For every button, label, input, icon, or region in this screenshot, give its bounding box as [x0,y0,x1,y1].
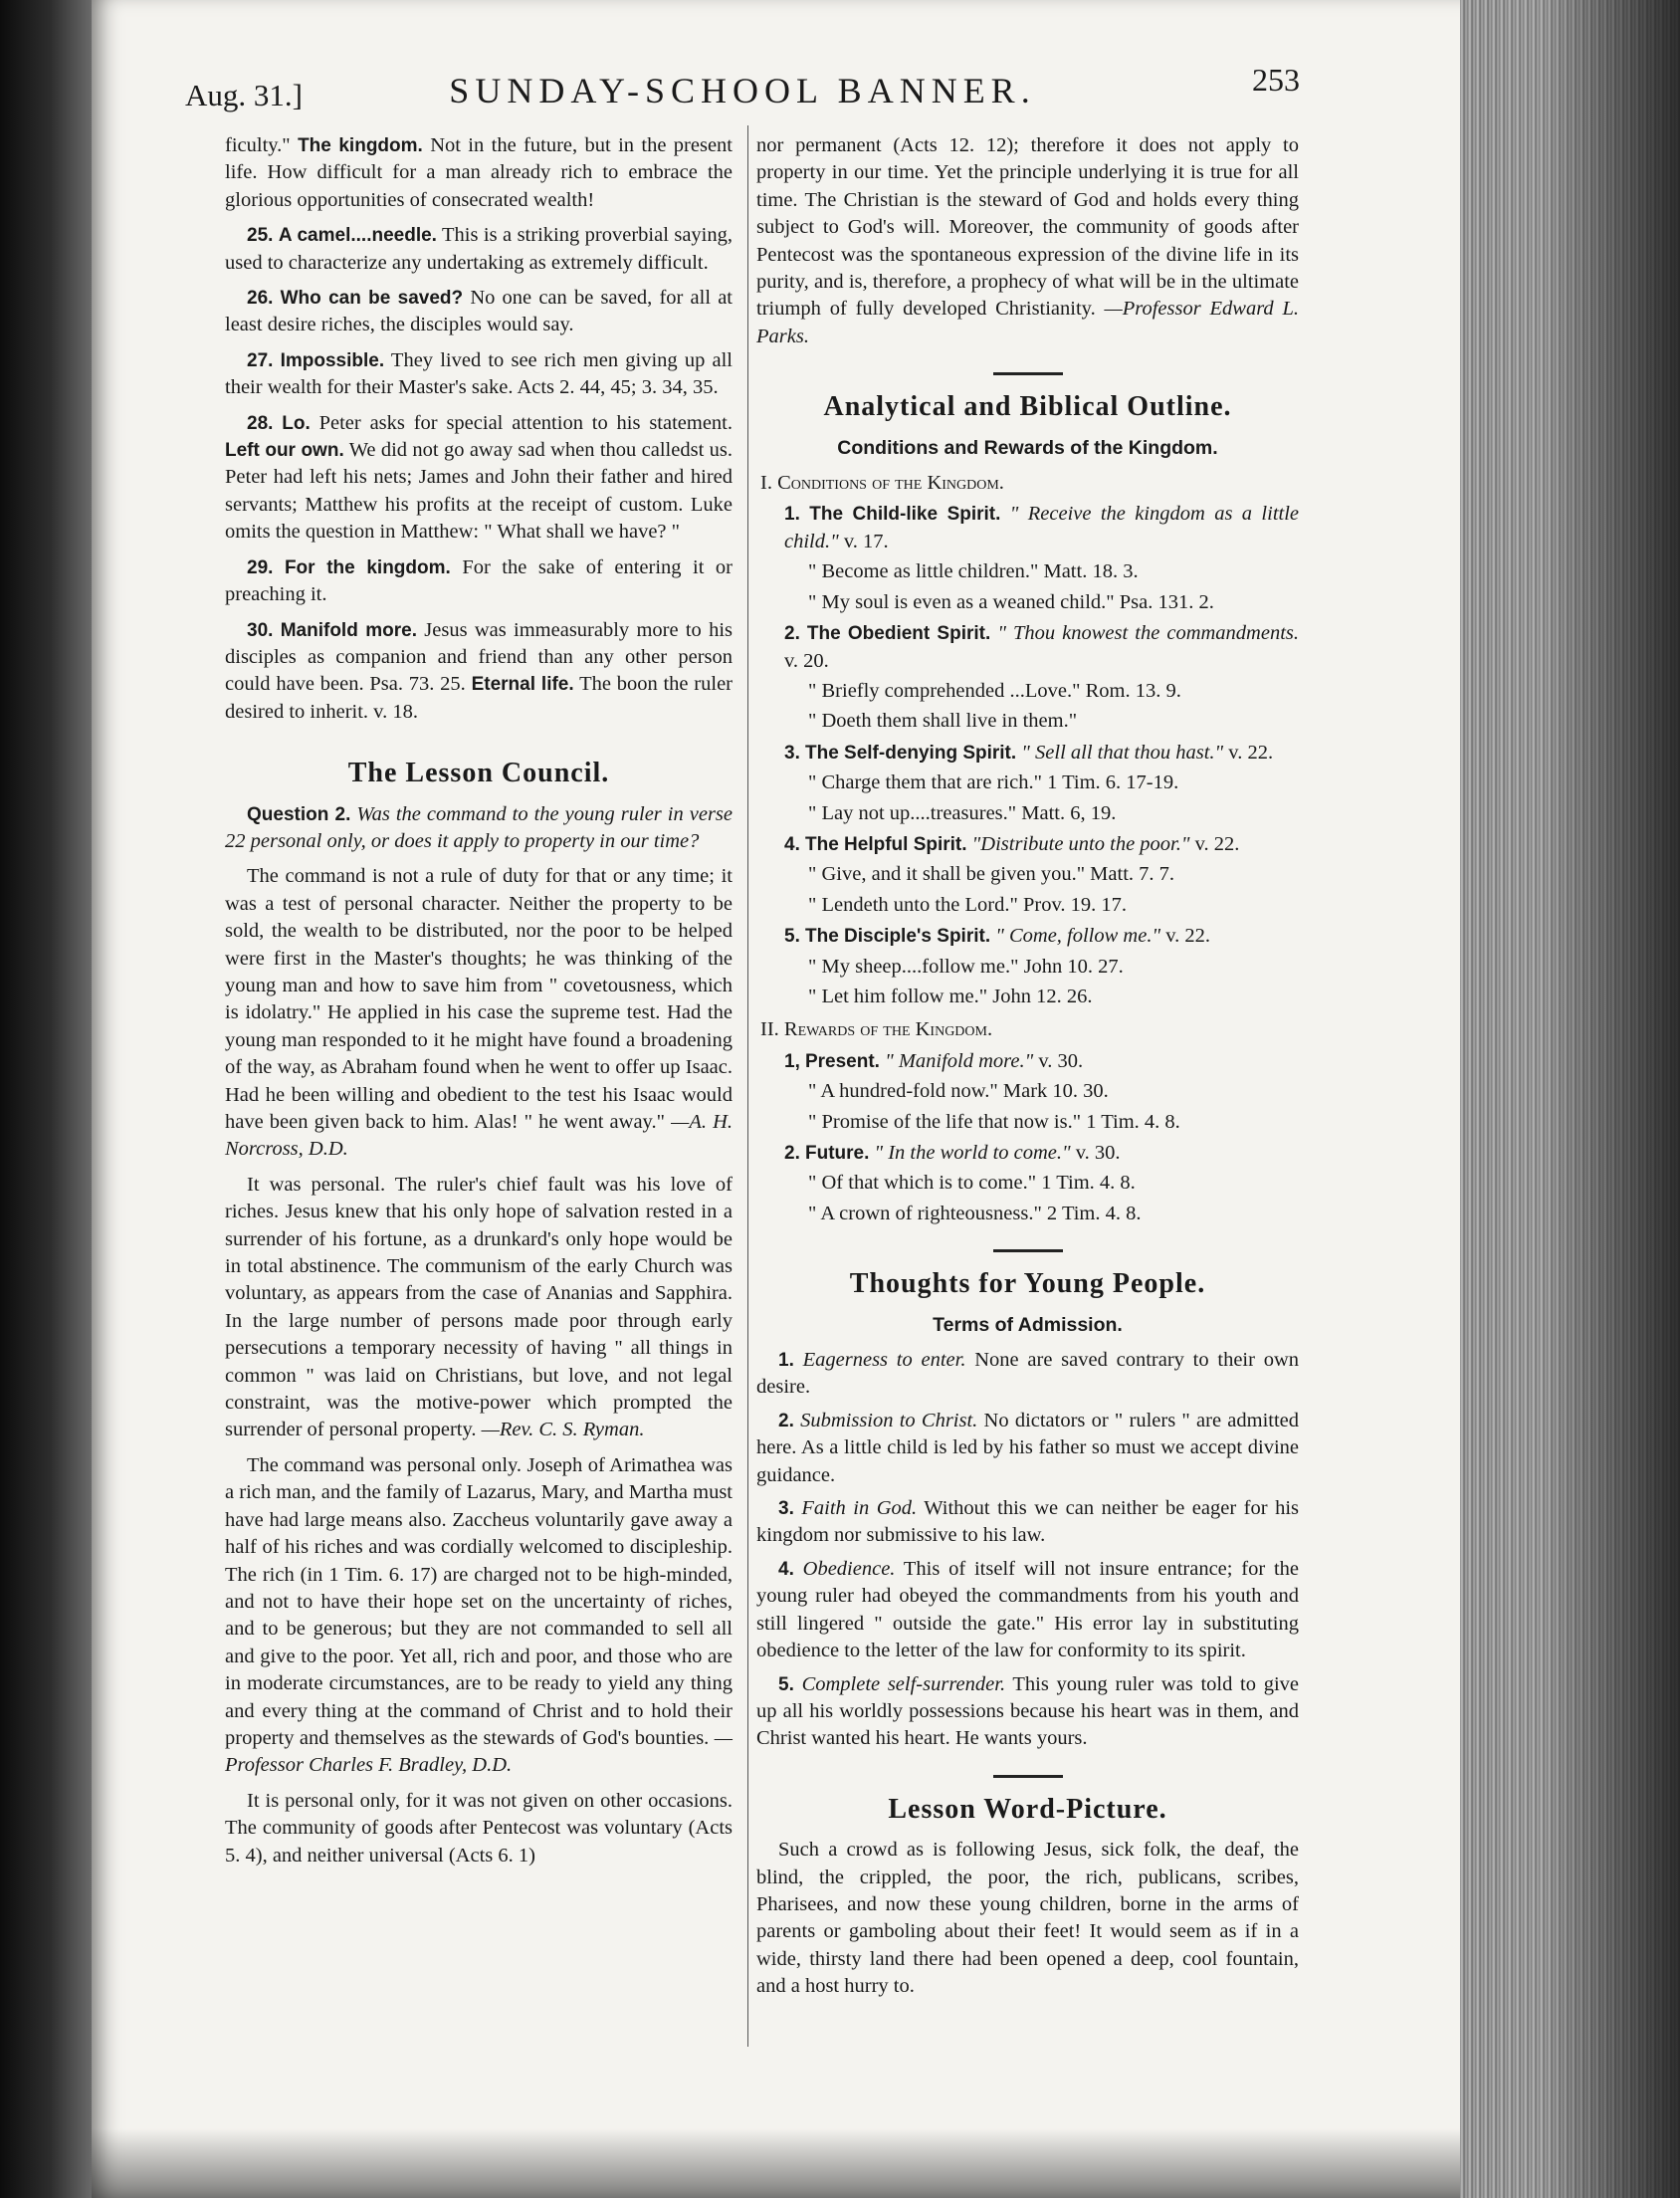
outline-item: 2. Future. " In the world to come." v. 30. " Of that which is to come." 1 Tim. 4. 8. " A crown of righteousness." 2 Tim. 4. 8. [784,1142,1142,1224]
note-29: 29. For the kingdom. For the sake of entering it or preaching it. [225,555,734,606]
outline-item: 4. The Helpful Spirit. "Distribute unto the poor." v. 22. " Give, and it shall be given you." Matt. 7. 7. " Lendeth unto the Lord." Prov. 19. 17. [784,832,1240,916]
outline-heading-rewards: II. Rewards of the Kingdom. [760,1018,993,1041]
thought-item: 5. Complete self-surrender. This young ruler was told to give up all his worldly possessions because his heart was in them, and Christ wanted his heart. He wants yours. [756,1672,1299,1750]
bottom-shadow [92,2128,1460,2198]
thought-item: 3. Faith in God. Without this we can neither be eager for his kingdom nor submissive to his law. [756,1497,1299,1547]
right-column [756,132,1299,2009]
note-25: 25. A camel....needle. This is a striking proverbial saying, used to characterize any undertaking as extremely difficult. [225,224,733,274]
outline-item: 1, Present. " Manifold more." v. 30. " A hundred-fold now." Mark 10. 30. " Promise of the life that now is." 1 Tim. 4. 8. [784,1049,1180,1133]
outline-item: 5. The Disciple's Spirit. " Come, follow me." v. 22. " My sheep....follow me." John 10. 27. " Let him follow me." John 12. 26. [784,925,1210,1007]
outline-title: Analytical and Biblical Outline. [823,391,1232,423]
council-question: Question 2. Was the command to the young ruler in verse 22 personal only, or does it apply to property in our time? [225,802,734,852]
column-divider [747,125,748,2047]
outline-item: 1. The Child-like Spirit. " Receive the kingdom as a little child." v. 17. " Become as little children." Matt. 18. 3. " My soul is even as a weaned child." Psa. 131. 2. [784,503,1300,613]
council-answer-3: The command was personal only. Joseph of Arimathea was a rich man, and the family of Lazarus, Mary, and Martha must have had large means also. Zaccheus voluntarily gave away a half of his riches and was cordially welcomed to discipleship. The rich (in 1 Tim. 6. 17) are charged not to be high-minded, and not to have their hope set on the uncertainty of riches, and to be generous; but they are not commanded to sell all and give to the poor. Yet all, rich and poor, and those who are in moderate circumstances, are to be ready to yield any thing and every thing at the command of Christ and to hold their property and themselves as the stewards of God's bounties. —Professor Charles F. Bradley, D.D. [225,1453,734,1777]
note-30: 30. Manifold more. Jesus was immeasurably more to his disciples as companion and friend than any other person could have been. Psa. 73. 25. Eternal life. The boon the ruler desired to inherit. v. 18. [225,618,734,723]
word-picture-text: Such a crowd as is following Jesus, sick folk, the deaf, the blind, the crippled, the poor, the rich, publicans, scribes, Pharisees, and now these young children, borne in the arms of parents or gamboling about their feet! It would seem as if in a wide, thirsty land there had been opened a deep, cool fountain, and a host hurry to. [756,1839,1299,1998]
header-title: SUNDAY-SCHOOL BANNER. [449,71,1036,110]
outline-heading-conditions: I. Conditions of the Kingdom. [760,472,1004,495]
running-header [185,52,1300,111]
council-answer-2: It was personal. The ruler's chief fault was his love of riches. Jesus knew that his only hope of salvation rested in a surrender of his fortune, as a drunkard's only hope would be in total abstinence. The communism of the early Church was voluntary, as appears from the case of Ananias and Sapphira. In the large number of persons made poor through early persecutions a temporary necessity of having " all things in common " was laid on Christians, but love, and not legal constraint, was the motive-power which prompted the surrender of personal property. —Rev. C. S. Ryman. [225,1173,733,1441]
thought-item: 4. Obedience. This of itself will not insure entrance; for the young ruler had obeyed the commandments from his youth and still lingered " outside the gate." His error lay in substituting obedience to the letter of the law for conformity to its spirit. [756,1557,1299,1662]
note-28: 28. Lo. Peter asks for special attention to his statement. Left our own. We did not go away sad when thou calledst us. Peter had left his nets; James and John their father and hired servants; Matthew his profits at the receipt of custom. Luke omits the question in Matthew: " What shall we have? " [225,411,734,544]
page-number: 253 [1252,62,1300,98]
outline-subtitle: Conditions and Rewards of the Kingdom. [837,436,1218,459]
council-answer-1: The command is not a rule of duty for that or any time; it was a test of personal character. Neither the property to be sold, the wealth to be distributed, nor the poor to be helped were first in the Master's thoughts; he was thinking of the young man and how to save him from " covetousness, which is idolatry." He applied in his case the supreme test. Had the young man responded to it he might have found a broadening of the way, as Abraham found when he went to offer up Isaac. Had he been willing and obedient to the test his Isaac would have been given back to him. Alas! " he went away." —A. H. Norcross, D.D. [225,865,734,1161]
note-27: 27. Impossible. They lived to see rich men giving up all their wealth for their Master's sake. Acts 2. 44, 45; 3. 34, 35. [225,348,734,399]
section-divider [993,1249,1063,1252]
thoughts-title: Thoughts for Young People. [849,1268,1206,1300]
section-divider [993,1775,1063,1778]
thought-item: 2. Submission to Christ. No dictators or " rulers " are admitted here. As a little child is led by his father so must we accept divine guidance. [756,1409,1300,1486]
outline-item: 2. The Obedient Spirit. " Thou knowest the commandments. v. 20. " Briefly comprehended ...Love." Rom. 13. 9. " Doeth them shall live in them." [784,622,1299,733]
header-date: Aug. 31.] [185,78,303,112]
council-answer-4: It is personal only, for it was not given on other occasions. The community of goods after Pentecost was voluntary (Acts 5. 4), and neither universal (Acts 6. 1) [225,1789,733,1867]
thought-item: 1. Eagerness to enter. None are saved contrary to their own desire. [756,1349,1300,1399]
intro-paragraph: ficulty." The kingdom. Not in the future, but in the present life. How difficult for a man already rich to embrace the glorious opportunities of consecrated wealth! [225,134,733,211]
note-26: 26. Who can be saved? No one can be saved, for all at least desire riches, the disciples would say. [225,287,734,336]
section-divider [993,372,1063,375]
thoughts-subtitle: Terms of Admission. [933,1313,1123,1336]
lesson-council-title: The Lesson Council. [347,758,610,789]
book-spine-shadow [0,0,92,2198]
page-edges [1460,0,1680,2198]
council-answer-4-continued: nor permanent (Acts 12. 12); therefore it does not apply to property in our time. Yet the principle underlying it is true for all time. The Christian is the steward of God and holds every thing subject to God's will. Moreover, the community of goods after Pentecost was the spontaneous expression of the divine life in its purity, and is, therefore, a prophecy of what will be in the ultimate triumph of fully developed Christianity. —Professor Edward L. Parks. [756,134,1299,347]
left-column [225,132,733,1877]
word-picture-title: Lesson Word-Picture. [888,1793,1167,1825]
outline-item: 3. The Self-denying Spirit. " Sell all that thou hast." v. 22. " Charge them that are rich." 1 Tim. 6. 17-19. " Lay not up....treasures." Matt. 6, 19. [784,741,1274,824]
